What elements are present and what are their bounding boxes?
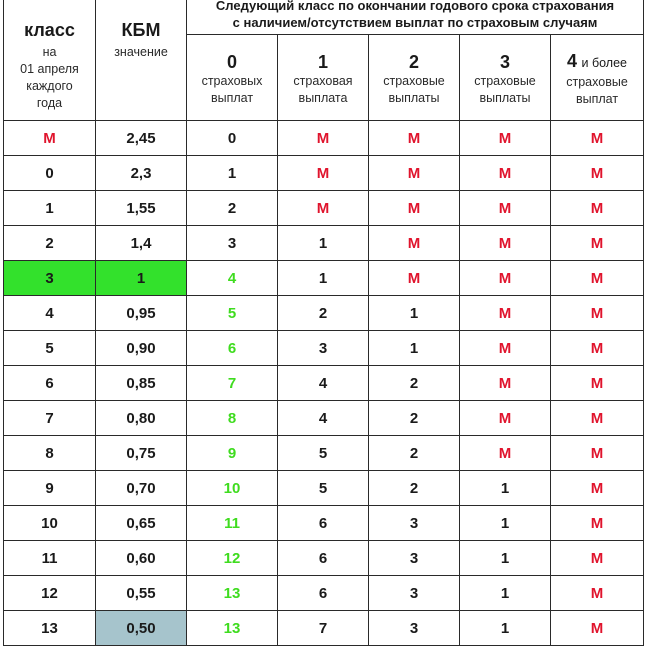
next-class-1-cell: 5 [278, 471, 369, 506]
class-cell: 6 [4, 366, 96, 401]
next-class-0-cell: 13 [187, 611, 278, 646]
next-class-3-cell: М [460, 226, 551, 261]
next-class-3-cell: М [460, 436, 551, 471]
next-class-1-cell: 5 [278, 436, 369, 471]
kbm-table [3, 0, 644, 646]
header-payouts-3-num: 3 [499, 51, 510, 72]
next-class-4-cell: М [551, 366, 644, 401]
kbm-cell: 1,4 [96, 226, 187, 261]
kbm-cell: 1,55 [96, 191, 187, 226]
header-class-title: класс [24, 20, 75, 40]
header-payouts-0-num: 0 [226, 51, 237, 72]
class-cell: 5 [4, 331, 96, 366]
next-class-4-cell: М [551, 401, 644, 436]
header-kbm [96, 0, 187, 121]
kbm-cell: 0,75 [96, 436, 187, 471]
next-class-4-cell: М [551, 296, 644, 331]
next-class-4-cell: М [551, 541, 644, 576]
next-class-1-cell: 3 [278, 331, 369, 366]
next-class-0-cell: 3 [187, 226, 278, 261]
header-class [4, 0, 96, 121]
kbm-cell: 0,50 [96, 611, 187, 646]
next-class-3-cell: М [460, 261, 551, 296]
kbm-cell: 0,85 [96, 366, 187, 401]
class-cell: 7 [4, 401, 96, 436]
next-class-3-cell: М [460, 366, 551, 401]
next-class-1-cell: М [278, 121, 369, 156]
header-payouts-2-num: 2 [408, 51, 419, 72]
header-payouts-0 [187, 35, 278, 121]
header-payouts-3-label-2: выплаты [479, 90, 531, 105]
next-class-2-cell: М [369, 226, 460, 261]
class-cell: 9 [4, 471, 96, 506]
table-row [4, 121, 644, 156]
kbm-cell: 0,70 [96, 471, 187, 506]
next-class-3-cell: 1 [460, 611, 551, 646]
next-class-2-cell: 2 [369, 366, 460, 401]
kbm-cell: 0,60 [96, 541, 187, 576]
next-class-1-cell: 4 [278, 401, 369, 436]
next-class-0-cell: 9 [187, 436, 278, 471]
table-row [4, 261, 644, 296]
next-class-2-cell: 3 [369, 541, 460, 576]
kbm-cell: 2,3 [96, 156, 187, 191]
class-cell: 13 [4, 611, 96, 646]
next-class-1-cell: 2 [278, 296, 369, 331]
table-row [4, 436, 644, 471]
table-body [4, 121, 644, 646]
next-class-2-cell: М [369, 261, 460, 296]
next-class-4-cell: М [551, 261, 644, 296]
table-row [4, 576, 644, 611]
next-class-3-cell: М [460, 401, 551, 436]
next-class-4-cell: М [551, 226, 644, 261]
next-class-3-cell: М [460, 331, 551, 366]
next-class-0-cell: 10 [187, 471, 278, 506]
next-class-1-cell: 1 [278, 226, 369, 261]
header-class-sub-4: года [36, 96, 63, 110]
next-class-2-cell: 3 [369, 576, 460, 611]
header-class-sub-1: на [42, 45, 57, 59]
next-class-0-cell: 11 [187, 506, 278, 541]
next-class-0-cell: 6 [187, 331, 278, 366]
kbm-cell: 1 [96, 261, 187, 296]
next-class-4-cell: М [551, 156, 644, 191]
next-class-2-cell: 2 [369, 471, 460, 506]
kbm-cell: 0,90 [96, 331, 187, 366]
next-class-2-cell: 2 [369, 436, 460, 471]
class-cell: 2 [4, 226, 96, 261]
class-cell: 12 [4, 576, 96, 611]
header-next-class [187, 0, 644, 35]
next-class-2-cell: 3 [369, 611, 460, 646]
next-class-1-cell: 1 [278, 261, 369, 296]
next-class-2-cell: М [369, 121, 460, 156]
next-class-3-cell: М [460, 191, 551, 226]
next-class-2-cell: 3 [369, 506, 460, 541]
header-payouts-1-num: 1 [317, 51, 328, 72]
class-cell: 8 [4, 436, 96, 471]
header-payouts-4-num: 4 [567, 50, 578, 71]
header-payouts-3-label-1: страховые [474, 73, 536, 88]
table-row [4, 226, 644, 261]
next-class-1-cell: 6 [278, 506, 369, 541]
table-row [4, 156, 644, 191]
table-row [4, 366, 644, 401]
header-payouts-4-suffix: и более [581, 55, 627, 70]
next-class-3-cell: М [460, 296, 551, 331]
next-class-0-cell: 7 [187, 366, 278, 401]
next-class-4-cell: М [551, 436, 644, 471]
next-class-0-cell: 0 [187, 121, 278, 156]
header-kbm-sub: значение [114, 45, 168, 59]
next-class-4-cell: М [551, 331, 644, 366]
header-class-sub-2: 01 апреля [20, 62, 79, 76]
next-class-4-cell: М [551, 191, 644, 226]
header-next-title-line-1: Следующий класс по окончании годового срока страхования [215, 0, 615, 13]
header-payouts-0-label-2: выплат [210, 90, 254, 105]
header-class-sub-3: каждого [26, 79, 73, 93]
table-row [4, 611, 644, 646]
header-kbm-title: КБМ [121, 20, 161, 40]
class-cell: 3 [4, 261, 96, 296]
next-class-2-cell: 1 [369, 331, 460, 366]
header-payouts-0-label-1: страховых [201, 73, 263, 88]
next-class-0-cell: 2 [187, 191, 278, 226]
next-class-0-cell: 1 [187, 156, 278, 191]
next-class-0-cell: 12 [187, 541, 278, 576]
header-payouts-2-label-1: страховые [383, 73, 445, 88]
kbm-cell: 0,80 [96, 401, 187, 436]
header-payouts-4 [551, 35, 644, 121]
class-cell: М [4, 121, 96, 156]
next-class-4-cell: М [551, 121, 644, 156]
next-class-1-cell: 6 [278, 541, 369, 576]
header-payouts-3 [460, 35, 551, 121]
header-payouts-4-label-1: страховые [566, 74, 628, 89]
header-payouts-4-title [551, 50, 643, 74]
class-cell: 4 [4, 296, 96, 331]
class-cell: 0 [4, 156, 96, 191]
next-class-1-cell: 7 [278, 611, 369, 646]
header-next-title-line-2: с наличием/отсутствием выплат по страховым случаям [232, 14, 598, 30]
header-payouts-1 [278, 35, 369, 121]
next-class-4-cell: М [551, 576, 644, 611]
next-class-3-cell: М [460, 121, 551, 156]
kbm-cell: 0,55 [96, 576, 187, 611]
next-class-2-cell: М [369, 191, 460, 226]
kbm-cell: 2,45 [96, 121, 187, 156]
header-row-top [4, 0, 644, 35]
header-payouts-2 [369, 35, 460, 121]
next-class-4-cell: М [551, 611, 644, 646]
table-row [4, 471, 644, 506]
next-class-3-cell: 1 [460, 576, 551, 611]
table-row [4, 506, 644, 541]
header-payouts-2-label-2: выплаты [388, 90, 440, 105]
next-class-4-cell: М [551, 506, 644, 541]
table-row [4, 296, 644, 331]
table-row [4, 331, 644, 366]
table-row [4, 401, 644, 436]
next-class-3-cell: М [460, 156, 551, 191]
next-class-0-cell: 5 [187, 296, 278, 331]
class-cell: 1 [4, 191, 96, 226]
next-class-3-cell: 1 [460, 506, 551, 541]
next-class-4-cell: М [551, 471, 644, 506]
next-class-3-cell: 1 [460, 541, 551, 576]
table-row [4, 541, 644, 576]
next-class-3-cell: 1 [460, 471, 551, 506]
header-payouts-1-label-1: страховая [293, 73, 353, 88]
next-class-1-cell: 6 [278, 576, 369, 611]
kbm-cell: 0,95 [96, 296, 187, 331]
next-class-1-cell: М [278, 156, 369, 191]
class-cell: 10 [4, 506, 96, 541]
next-class-2-cell: М [369, 156, 460, 191]
next-class-1-cell: 4 [278, 366, 369, 401]
next-class-2-cell: 2 [369, 401, 460, 436]
table-row [4, 191, 644, 226]
class-cell: 11 [4, 541, 96, 576]
kbm-cell: 0,65 [96, 506, 187, 541]
header-payouts-4-label-2: выплат [575, 91, 619, 106]
next-class-0-cell: 4 [187, 261, 278, 296]
next-class-0-cell: 8 [187, 401, 278, 436]
next-class-2-cell: 1 [369, 296, 460, 331]
next-class-1-cell: М [278, 191, 369, 226]
header-payouts-1-label-2: выплата [298, 90, 348, 105]
next-class-0-cell: 13 [187, 576, 278, 611]
